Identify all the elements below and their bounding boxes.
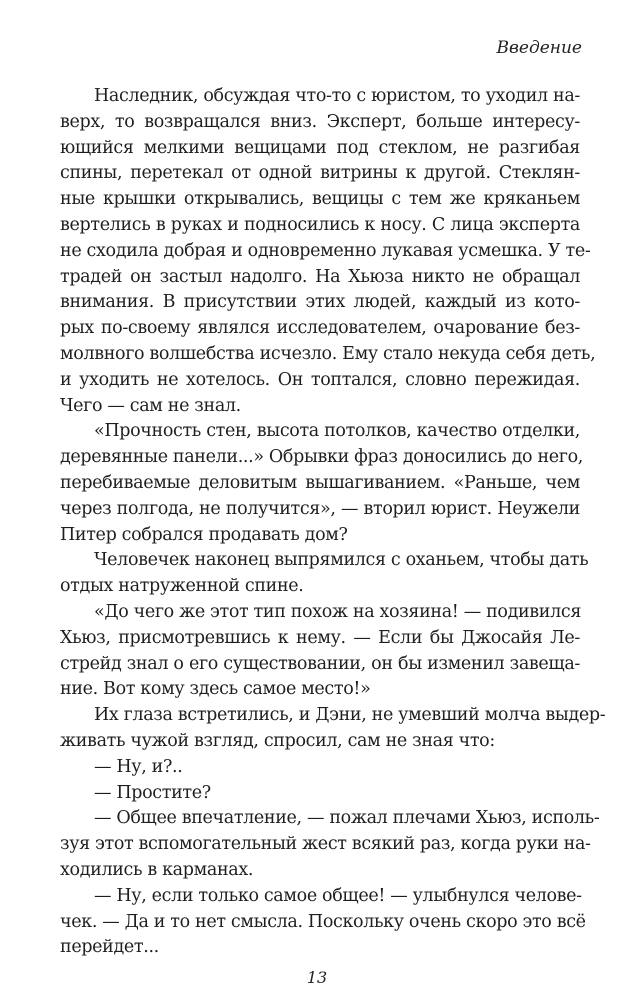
text-line: деревянные панели...» Обрывки фраз доносились до него, (60, 447, 583, 468)
text-line: чек. — Да и то нет смысла. Поскольку очень скоро это всё (60, 911, 586, 932)
text-line: Человечек наконец выпрямился с оханьем, чтобы дать (94, 550, 589, 571)
text-line: перебиваемые деловитым вышагиванием. «Раньше, чем (60, 472, 580, 493)
text-line: Питер собрался продавать дом? (60, 524, 348, 545)
text-line: Их глаза встретились, и Дэни, не умевший молча выдер- (94, 705, 606, 726)
text-line: — Ну, и?.. (94, 756, 183, 777)
text-line: Наследник, обсуждая что-то с юристом, то уходил на- (94, 86, 580, 106)
text-line: перейдет... (60, 937, 159, 958)
body-text (60, 84, 606, 961)
text-line: живать чужой взгляд, спросил, сам не зная что: (60, 730, 495, 751)
text-line: и уходить не хотелось. Он топтался, словно пережидая. (60, 369, 580, 390)
text-line: молвного волшебства исчезло. Ему стало некуда себя деть, (60, 343, 596, 364)
text-line: стрейд знал о его существовании, он бы изменил завеща- (60, 653, 580, 674)
text-line: — Общее впечатление, — пожал плечами Хьюз, исполь- (94, 808, 600, 829)
text-line: ходились в карманах. (60, 859, 254, 880)
text-line: внимания. В присутствии этих людей, каждый из кото- (60, 292, 580, 313)
text-line: традей он застыл надолго. На Хьюза никто не обращал (60, 266, 580, 287)
text-line: зуя этот вспомогательный жест всякий раз, когда руки на- (60, 834, 591, 855)
text-line: ные крышки открывались, вещицы с тем же кряканьем (60, 189, 580, 210)
text-line: спины, перетекал от одной витрины к другой. Стеклян- (60, 163, 580, 184)
text-line: вертелись в руках и подносились к носу. С лица эксперта (60, 214, 580, 235)
page-number: 13 (306, 968, 328, 987)
text-line: «Прочность стен, высота потолков, качество отделки, (94, 421, 580, 442)
text-line: — Простите? (94, 782, 211, 803)
text-line: через полгода, не получится», — вторил юрист. Неужели (60, 498, 580, 519)
text-line: «До чего же этот тип похож на хозяина! — подивился (94, 601, 582, 622)
text-line: ние. Вот кому здесь самое место!» (60, 679, 371, 700)
running-header: Введение (496, 38, 582, 58)
text-line: верх, то возвращался вниз. Эксперт, больше интересу- (60, 111, 580, 132)
text-line: Хьюз, присмотревшись к нему. — Если бы Джосайя Ле- (60, 627, 580, 648)
text-line: рых по-своему являлся исследователем, очарование без- (60, 318, 580, 339)
text-line: ющийся мелкими вещицами под стеклом, не разгибая (60, 137, 580, 158)
text-line: — Ну, если только самое общее! — улыбнулся челове- (94, 885, 582, 906)
text-line: отдых натруженной спине. (60, 576, 304, 597)
text-line: не сходила добрая и одновременно лукавая усмешка. У те- (60, 240, 591, 261)
text-line: Чего — сам не знал. (60, 395, 241, 416)
